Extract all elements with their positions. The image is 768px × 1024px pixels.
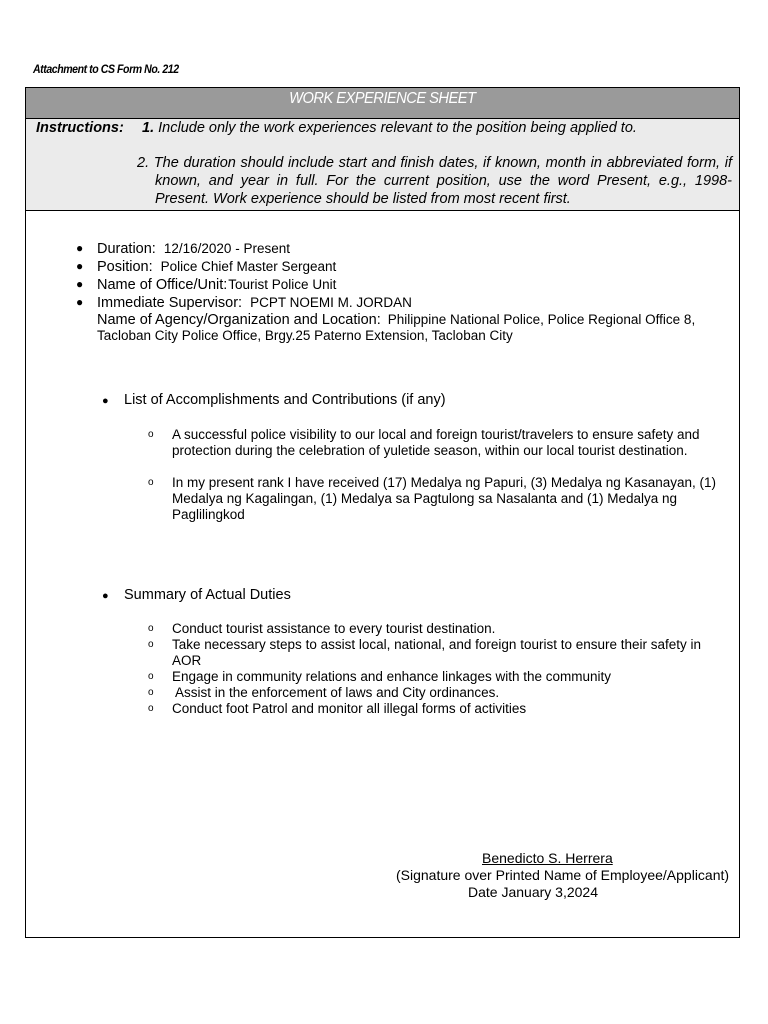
circle-bullet-icon: o: [148, 687, 154, 698]
office-row: [76, 276, 737, 294]
duties-heading: Summary of Actual Duties: [124, 587, 291, 603]
bullet-icon: ●: [76, 241, 84, 255]
duration-label: Duration:: [97, 241, 156, 257]
instruction-1: [142, 119, 637, 137]
agency-row: [97, 312, 737, 344]
bullet-icon: ●: [76, 259, 84, 273]
list-item: [148, 475, 730, 523]
bullet-icon: ●: [76, 277, 84, 291]
duties-heading-row: [102, 587, 291, 605]
signature-block: [390, 850, 740, 901]
accomplishments-list: [148, 427, 730, 523]
list-item: [148, 701, 730, 717]
duty-text: Engage in community relations and enhance linkages with the community: [172, 669, 611, 684]
instruction-2: [137, 154, 732, 208]
accomplishment-text: In my present rank I have received (17) Medalya ng Papuri, (3) Medalya ng Kasanayan, (1) Medalya ng Kagalingan, (1) Medalya sa Pagtulong sa Nasalanta and (1) Medalya ng Paglilingkod: [172, 475, 717, 522]
duties-list: [148, 621, 730, 717]
instructions-label: Instructions:: [36, 120, 124, 136]
office-value: Tourist Police Unit: [228, 277, 337, 292]
bullet-icon: ●: [102, 590, 109, 602]
instruction-1-text: Include only the work experiences relevant to the position being applied to.: [158, 120, 637, 136]
list-item: [148, 621, 730, 637]
instruction-1-number: 1.: [142, 120, 155, 136]
sheet-title: WORK EXPERIENCE SHEET: [289, 90, 476, 107]
position-value: Police Chief Master Sergeant: [160, 259, 337, 274]
bullet-icon: ●: [76, 295, 84, 309]
instruction-2-block: [137, 154, 732, 208]
circle-bullet-icon: o: [148, 639, 154, 650]
instructions-box: [26, 119, 739, 211]
position-row: [76, 258, 737, 276]
supervisor-value: PCPT NOEMI M. JORDAN: [250, 295, 412, 310]
instruction-2-text: The duration should include start and finish dates, if known, month in abbreviated form, if known, and year in full. For the current position, use the word Present, e.g., 1998-Present. Work experience should be listed from most recent first.: [153, 155, 732, 207]
duration-value: 12/16/2020 - Present: [163, 241, 290, 256]
duty-text: Conduct foot Patrol and monitor all illegal forms of activities: [172, 701, 527, 716]
accomplishments-heading-row: [102, 392, 446, 410]
office-label: Name of Office/Unit:: [97, 277, 228, 293]
circle-bullet-icon: o: [148, 623, 154, 634]
circle-bullet-icon: o: [148, 703, 154, 714]
list-item: [148, 669, 730, 685]
circle-bullet-icon: o: [148, 429, 154, 440]
duty-text: Assist in the enforcement of laws and City ordinances.: [172, 685, 500, 700]
supervisor-row: [76, 294, 737, 312]
bullet-icon: ●: [102, 395, 109, 407]
agency-value: Philippine National Police, Police Regional Office 8, Tacloban City Police Office, Brgy.25 Paterno Extension, Tacloban City: [97, 312, 696, 343]
signatory-name: Benedicto S. Herrera: [482, 850, 613, 866]
work-details: [76, 240, 737, 344]
duration-row: [76, 240, 737, 258]
list-item: [148, 637, 730, 669]
list-item: [148, 685, 730, 701]
circle-bullet-icon: o: [148, 671, 154, 682]
form-attachment-label: Attachment to CS Form No. 212: [33, 62, 179, 76]
circle-bullet-icon: o: [148, 477, 154, 488]
accomplishment-text: A successful police visibility to our local and foreign tourist/travelers to ensure safety and protection during the celebration of yuletide season, within our local tourist destination.: [172, 427, 700, 458]
signature-date: Date January 3,2024: [468, 884, 598, 900]
accomplishments-heading: List of Accomplishments and Contributions (if any): [124, 392, 446, 408]
agency-label: Name of Agency/Organization and Location:: [97, 312, 381, 328]
duty-text: Conduct tourist assistance to every tourist destination.: [172, 621, 496, 636]
supervisor-label: Immediate Supervisor:: [97, 295, 243, 311]
position-label: Position:: [97, 259, 153, 275]
list-item: [148, 427, 730, 459]
duty-text: Take necessary steps to assist local, national, and foreign tourist to ensure their safety in AOR: [172, 637, 702, 668]
sheet-title-bar: [26, 88, 739, 119]
signature-caption: (Signature over Printed Name of Employee/Applicant): [396, 867, 730, 883]
instruction-2-number: 2.: [137, 155, 150, 171]
